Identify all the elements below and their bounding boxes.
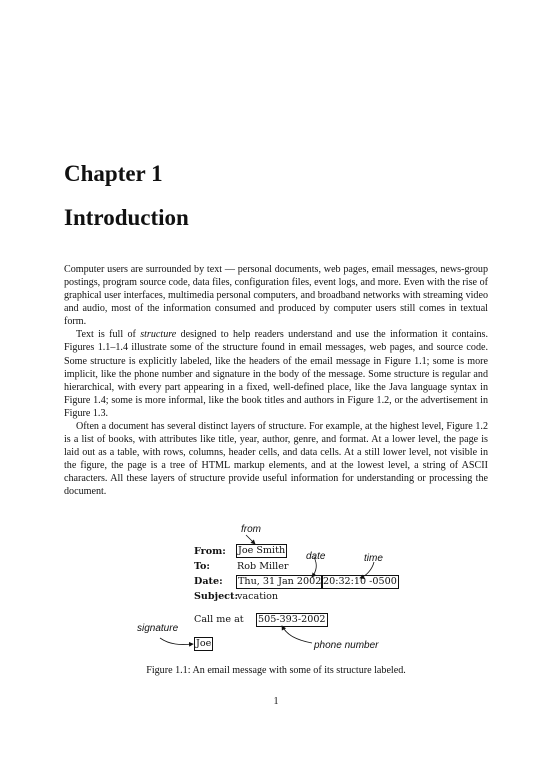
structure-emphasis: structure	[140, 329, 177, 341]
subject-header-key: Subject:	[194, 591, 239, 602]
phone-arrow	[282, 626, 312, 643]
date-arrow	[312, 557, 316, 577]
message-body-text: Call me at	[194, 614, 244, 625]
from-header-key: From:	[194, 546, 226, 557]
time-arrow	[360, 562, 374, 578]
signature-arrow	[160, 638, 193, 644]
paragraph-2-text-after: designed to help readers understand and use the information it contains. Figures 1.1–1.4 illustrate some of the structure found in email messages, web pages, and source code. Some structure is explicitly labeled, like the headers of the email message in Figure 1.1; some is more implicit, like the phone number and signature in the body of the message. Some structure is regular and hierarchical, with every part appearing in a fixed, well-defined place, like the Java language syntax in Figure 1.4; some is more informal, like the book titles and authors in Figure 1.2, or the advertisement in Figure 1.3.	[64, 329, 489, 419]
date-header-key: Date:	[194, 576, 223, 587]
paragraph-3-text: Often a document has several distinct layers of structure. For example, at the highest level, Figure 1.2 is a list of books, with attributes like title, year, author, genre, and format. At a lower level, the page is laid out as a table, with rows, columns, header cells, and data cells. At a still lower level, not visible in the figure, the page is a tree of HTML markup elements, and at the lowest level, a string of ASCII characters. All these layers of structure provide useful information for understanding or processing the document.	[64, 420, 488, 498]
chapter-title: Introduction	[64, 205, 189, 230]
paragraph-2	[64, 328, 488, 420]
time-header-value: 20:32:10 -0500	[323, 576, 397, 587]
from-header-value: Joe Smith	[238, 545, 286, 556]
paragraph-2-text-before: Text is full of	[76, 329, 141, 341]
from-arrow	[246, 535, 255, 544]
phone-number-value: 505-393-2002	[258, 614, 326, 625]
phone-number-label: phone number	[314, 640, 379, 651]
signature-label: signature	[137, 623, 179, 634]
date-label: date	[306, 551, 326, 562]
paragraph-1	[64, 263, 488, 328]
time-label: time	[364, 553, 383, 564]
figure-caption: Figure 1.1: An email message with some of its structure labeled.	[146, 665, 406, 676]
paragraph-1-text: Computer users are surrounded by text — personal documents, web pages, email messages, news-group postings, program source code, data files, configuration files, event logs, and more. Even with the rise of graphical user interfaces, multimedia personal computers, and broadband networks with streaming video and audio, most of the information consumed and produced by computer users still comes in textual form.	[64, 264, 488, 328]
body-text	[64, 263, 488, 498]
signature-value: Joe	[196, 638, 212, 649]
page-number: 1	[273, 696, 279, 707]
paragraph-3	[64, 420, 488, 498]
to-header-key: To:	[194, 561, 210, 572]
to-header-value: Rob Miller	[237, 561, 289, 572]
subject-header-value: vacation	[237, 591, 279, 602]
from-label: from	[241, 524, 261, 535]
chapter-label: Chapter 1	[64, 161, 163, 186]
date-header-value: Thu, 31 Jan 2002	[238, 576, 322, 587]
